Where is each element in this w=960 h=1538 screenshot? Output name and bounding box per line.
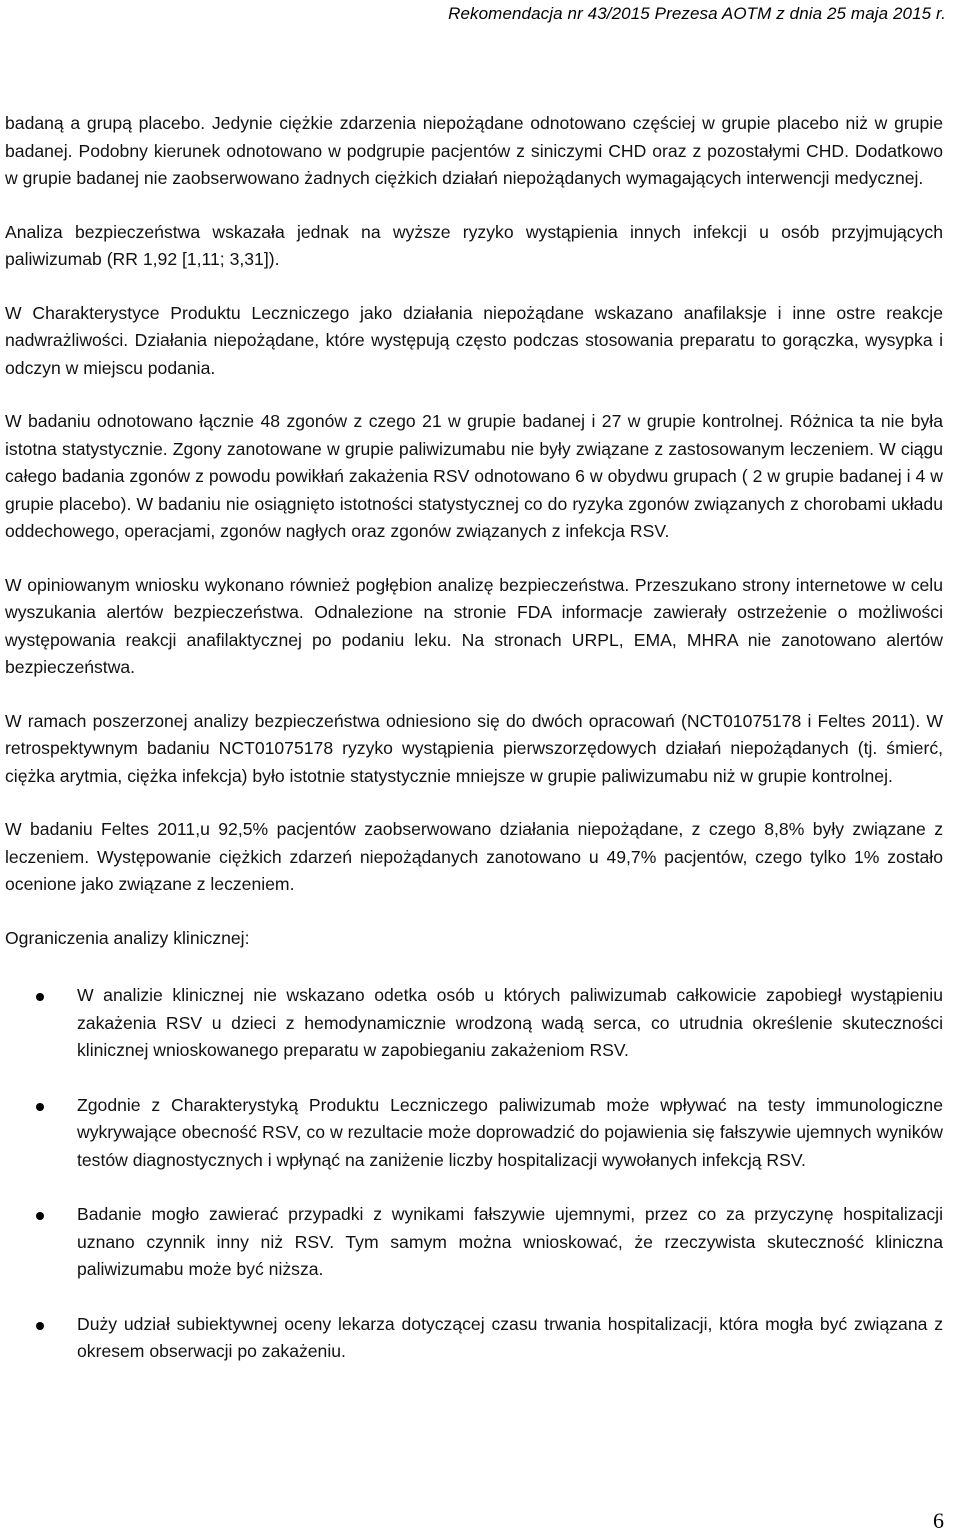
bullet-icon	[36, 1103, 44, 1111]
paragraph-deaths: W badaniu odnotowano łącznie 48 zgonów z czego 21 w grupie badanej i 27 w grupie kontrolnej. Różnica ta nie była istotna statystycznie. Zgony zanotowane w grupie paliwizumabu nie były związane z zastosowanym leczeniem. W ciągu całego badania zgonów z powodu powikłań zakażenia RSV odnotowano 6 w obydwu grupach ( 2 w grupie badanej i 4 w grupie placebo). W badaniu nie osiągnięto istotności statystycznej co do ryzyka zgonów związanych z chorobami układu oddechowego, operacjami, zgonów nagłych oraz zgonów związanych z infekcja RSV.	[5, 411, 943, 541]
paragraph-adverse-events-placebo: badaną a grupą placebo. Jedynie ciężkie zdarzenia niepożądane odnotowano częściej w grupie placebo niż w grupie badanej. Podobny kierunek odnotowano w podgrupie pacjentów z siniczymi CHD oraz z pozostałymi CHD. Dodatkowo w grupie badanej nie zaobserwowano żadnych ciężkich działań niepożądanych wymagających interwencji medycznej.	[5, 113, 943, 188]
limitations-list	[5, 982, 943, 1366]
list-item	[5, 1201, 943, 1284]
list-item-text: Zgodnie z Charakterystyką Produktu Leczniczego paliwizumab może wpływać na testy immunologiczne wykrywające obecność RSV, co w rezultacie może doprowadzić do pojawienia się fałszywie ujemnych wyników testów diagnostycznych i wpłynąć na zaniżenie liczby hospitalizacji wywołanych infekcją RSV.	[77, 1094, 943, 1170]
page-number: 6	[933, 1508, 944, 1533]
list-item-text: Badanie mogło zawierać przypadki z wynikami fałszywie ujemnymi, przez co za przyczynę hospitalizacji uznano czynnik inny niż RSV. Tym samym można wnioskować, że rzeczywista skuteczność kliniczna paliwizumabu może być niższa.	[77, 1204, 943, 1279]
bullet-icon	[36, 1322, 44, 1330]
paragraph-product-characteristics: W Charakterystyce Produktu Leczniczego jako działania niepożądane wskazano anafilaksje i inne ostre reakcje nadwrażliwości. Działania niepożądane, które występują często podczas stosowania preparatu to gorączka, wysypka i odczyn w miejscu podania.	[5, 302, 943, 378]
document-body	[5, 110, 943, 1393]
document-header: Rekomendacja nr 43/2015 Prezesa AOTM z dnia 25 maja 2015 r.	[448, 4, 946, 23]
list-item	[5, 1092, 943, 1175]
paragraph-extended-safety: W ramach poszerzonej analizy bezpieczeństwa odniesiono się do dwóch opracowań (NCT01075178 i Feltes 2011). W retrospektywnym badaniu NCT01075178 ryzyko wystąpienia pierwszorzędowych działań niepożądanych (tj. śmierć, ciężka arytmia, ciężka infekcja) było istotnie statystycznie mniejsze w grupie paliwizumabu niż w grupie kontrolnej.	[5, 710, 943, 786]
paragraph-infection-risk: Analiza bezpieczeństwa wskazała jednak na wyższe ryzyko wystąpienia innych infekcji u osób przyjmujących paliwizumab (RR 1,92 [1,11; 3,31]).	[5, 221, 943, 269]
list-item-text: W analizie klinicznej nie wskazano odetka osób u których paliwizumab całkowicie zapobiegł wystąpieniu zakażenia RSV u dzieci z hemodynamicznie wrodzoną wadą serca, co utrudnia określenie skuteczności klinicznej wnioskowanego preparatu w zapobieganiu zakażeniom RSV.	[77, 985, 943, 1060]
paragraph-feltes-2011: W badaniu Feltes 2011,u 92,5% pacjentów zaobserwowano działania niepożądane, z czego 8,8% były związane z leczeniem. Występowanie ciężkich zdarzeń niepożądanych zanotowano u 49,7% pacjentów, czego tylko 1% zostało ocenione jako związane z leczeniem.	[5, 819, 943, 894]
paragraph-safety-analysis: W opiniowanym wniosku wykonano również pogłębion analizę bezpieczeństwa. Przeszukano strony internetowe w celu wyszukania alertów bezpieczeństwa. Odnalezione na stronie FDA informacje zawierały ostrzeżenie o możliwości występowania reakcji anafilaktycznej po podaniu leku. Na stronach URPL, EMA, MHRA nie zanotowano alertów bezpieczeństwa.	[5, 574, 943, 677]
bullet-icon	[36, 1212, 44, 1220]
limitations-heading: Ograniczenia analizy klinicznej:	[5, 927, 250, 948]
list-item-text: Duży udział subiektywnej oceny lekarza dotyczącej czasu trwania hospitalizacji, która mogła być związana z okresem obserwacji po zakażeniu.	[77, 1313, 943, 1361]
list-item	[5, 1311, 943, 1366]
bullet-icon	[36, 993, 44, 1001]
list-item	[5, 982, 943, 1065]
